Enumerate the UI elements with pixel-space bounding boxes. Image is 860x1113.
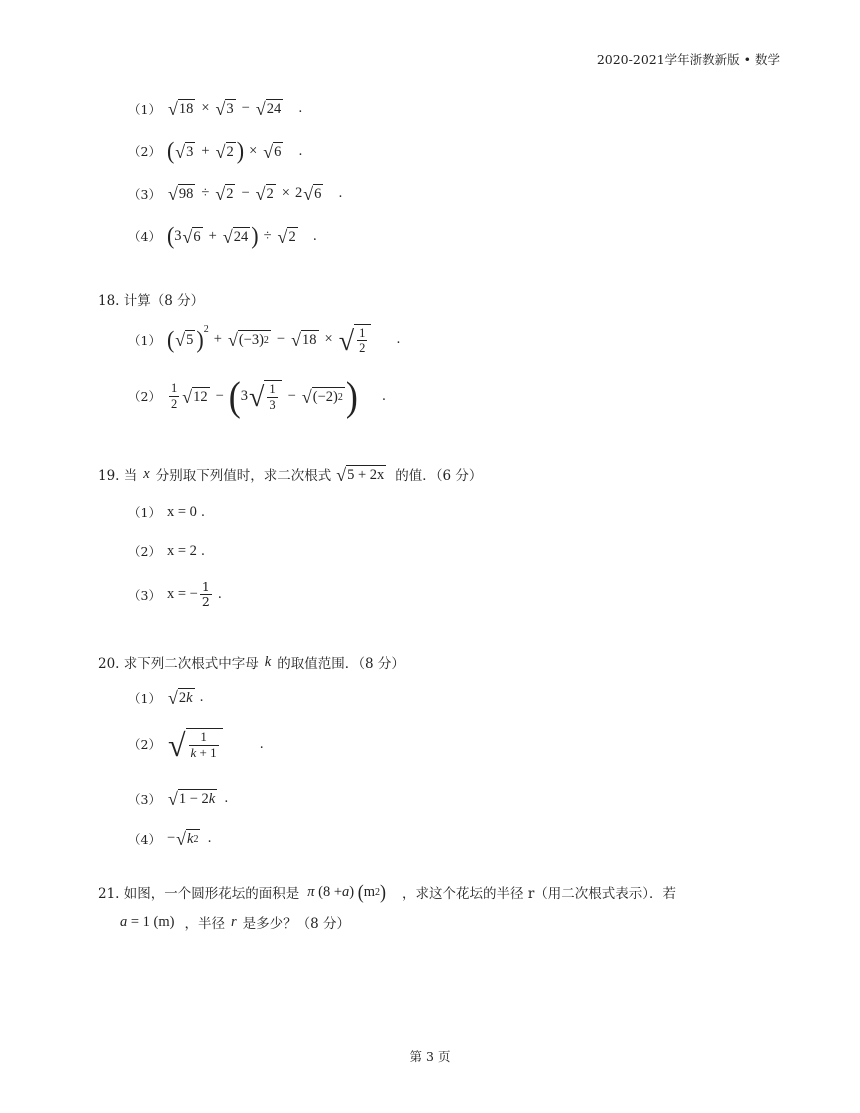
question-text: 21. 如图，一个圆形花坛的面积是: [98, 886, 300, 902]
item-end: .: [312, 228, 317, 244]
item-number: （2）: [128, 737, 161, 753]
variable-x: x: [143, 465, 150, 482]
item-number: （3）: [128, 587, 161, 603]
math-expression: √ 98 ÷ √ 2 − √ 2 × 2 √ 6: [167, 184, 322, 204]
item-end: .: [224, 791, 229, 806]
item-end: .: [217, 587, 222, 603]
math-expression: √ 1 − 2 k: [167, 789, 216, 809]
item-end: .: [396, 332, 401, 348]
item-number: （1）: [128, 332, 161, 348]
title-text: 19. 当: [98, 468, 138, 484]
q21-line-2: [120, 912, 350, 932]
item-number: （3）: [128, 791, 161, 807]
question-text: ，半径: [184, 916, 225, 932]
math-expression: ( √ 5 ) $^2$ + √ (−3) 2 − √ 18 × √ $\frac{1}{2}$: [167, 324, 372, 356]
item-end: .: [200, 543, 206, 559]
math-expression: a = 1 (m): [120, 913, 175, 930]
variable-k: k: [264, 653, 272, 670]
item-number: （2）: [128, 389, 161, 404]
q17-item-4: [128, 221, 317, 250]
q18-title: 18. 计算（8 分）: [98, 293, 205, 309]
q20-item-1: [128, 688, 204, 707]
item-end: .: [381, 388, 386, 404]
fraction-one-half: $\frac{1}{2}$: [201, 579, 210, 610]
title-text: 的值．（6 分）: [395, 468, 483, 484]
item-number: （1）: [128, 505, 161, 520]
q17-item-3: [128, 184, 343, 203]
page-footer: 第 3 页: [409, 1049, 451, 1064]
item-number: （2）: [128, 144, 161, 159]
page-header: 2020-2021学年浙教新版 • 数学: [596, 52, 780, 67]
question-text: ，求这个花坛的半径 r（用二次根式表示）．若: [402, 886, 677, 902]
q19-item-1: [128, 503, 205, 521]
item-number: （3）: [128, 186, 161, 202]
item-end: .: [259, 736, 264, 752]
q20-item-4: [128, 829, 212, 848]
title-text: 的取值范围．（8 分）: [277, 656, 405, 672]
q18-item-1: [128, 324, 400, 356]
math-expression: √ 18 × √ 3 − √ 24: [167, 99, 282, 119]
q19-item-3: [128, 580, 222, 610]
item-number: （1）: [128, 101, 161, 117]
math-expression: ( √ 3 + √ 2 ) × √ 6: [166, 136, 282, 165]
item-end: .: [338, 186, 343, 201]
q19-item-2: [128, 542, 205, 560]
q19-title: 19. 当 x 分别取下列值时，求二次根式 √ 5 + 2x 的值．（6 分）: [98, 464, 483, 485]
item-number: （4）: [128, 831, 161, 847]
math-expression: x = −: [166, 586, 198, 603]
math-expression: π (8 + a ) ( m 2 ): [307, 881, 387, 903]
title-text: 分别取下列值时，求二次根式: [155, 468, 332, 484]
math-expression: − √ k 2: [166, 829, 199, 849]
math-expression: ( 3 √ 6 + √ 24 ) ÷ √ 2: [166, 221, 296, 250]
question-text: 是多少？（8 分）: [242, 916, 351, 932]
variable-r: r: [231, 913, 237, 930]
math-expression: x = 2: [166, 542, 197, 559]
item-number: （1）: [128, 690, 161, 706]
item-end: .: [200, 504, 206, 520]
item-end: .: [298, 143, 303, 159]
item-end: .: [298, 101, 303, 116]
q18-item-2: [128, 373, 386, 419]
item-number: （4）: [128, 229, 161, 244]
q20-item-3: [128, 789, 228, 808]
q20-item-2: [128, 728, 264, 761]
q17-item-2: [128, 136, 303, 165]
math-expression: $\frac{1}{2}$ √ 12 − ( 3 √ $\frac{1}{3}$ − √ (−2) 2 ): [170, 373, 358, 419]
q21-line-1: [98, 882, 676, 902]
item-end: .: [199, 690, 204, 705]
math-expression: √ $\frac{1}{k + 1}$: [167, 728, 224, 761]
title-text: 20. 求下列二次根式中字母: [98, 656, 259, 672]
radicand: 5 + 2x: [347, 466, 385, 483]
math-expression: √ 2 k: [167, 688, 193, 708]
q17-item-1: [128, 99, 302, 118]
q20-title: [98, 652, 405, 672]
math-expression: x = 0: [166, 503, 197, 520]
item-number: （2）: [128, 544, 161, 559]
item-end: .: [207, 831, 212, 846]
